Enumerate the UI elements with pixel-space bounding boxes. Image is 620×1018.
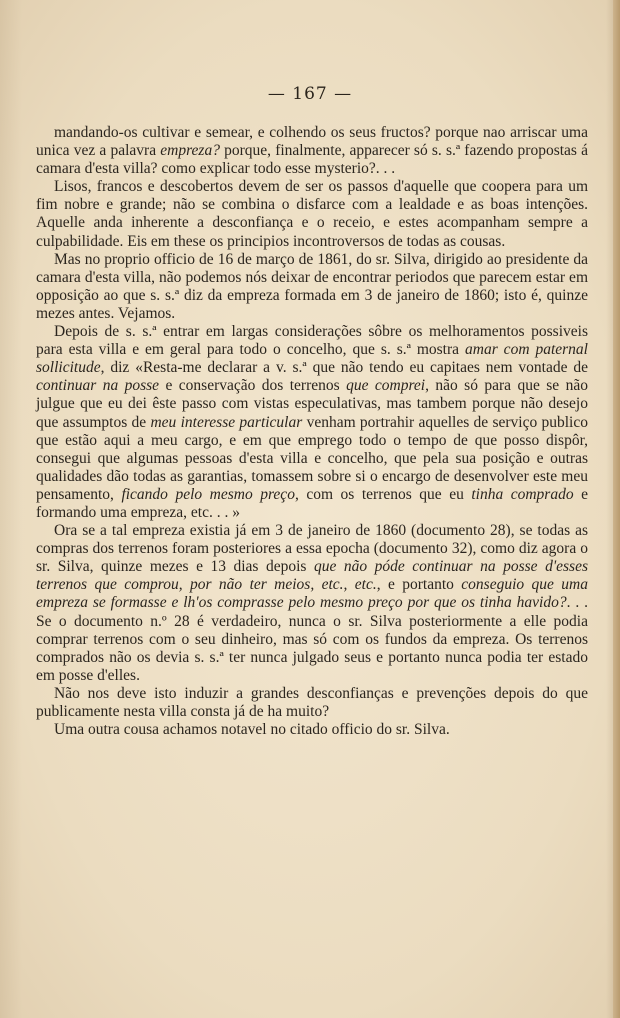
italic-text: empreza? xyxy=(160,142,220,160)
italic-text: amar com paternal sollicitude xyxy=(36,341,588,377)
page-edge xyxy=(613,0,620,1018)
text-run: Lisos, francos e descobertos devem de ser os passos d'aquelle que coopera para um fim nobre e grande; não se combina o disfarce com a lealdade e as boas intenções. Aquelle anda inherente a desconfiança e o receio, e estes acompanham sempre a culpabilidade. Eis em these os principios incontroversos de todas as cousas. xyxy=(36,178,588,250)
italic-text: que não póde continuar na posse d'esses terrenos que comprou, por não ter meios, etc., etc. xyxy=(36,558,589,594)
text-run: e conservação dos terrenos xyxy=(159,377,347,395)
text-run: porque, finalmente, apparecer só s. s.ª fazendo propostas á camara d'esta villa? como explicar todo esse mysterio?. . . xyxy=(36,142,588,178)
text-run: , diz «Resta-me declarar a v. s.ª que não tendo eu capitaes nem vontade de xyxy=(100,359,588,377)
text-run: . . . Se o documento n.º 28 é verdadeiro, nunca o sr. Silva posteriormente a elle podia comprar terrenos com o seu dinheiro, mas só com os fundos da empreza. Os terrenos comprados não os devia s. s.ª ter nunca julgado seus e portanto nunca podia ter estado em posse d'elles. xyxy=(36,594,589,684)
italic-text: conseguio que uma empreza se formasse e lh'os comprasse pelo mesmo preço por que os tinha havido? xyxy=(36,576,588,612)
paragraph xyxy=(36,251,588,323)
paragraph xyxy=(36,178,588,250)
text-run: e formando uma empreza, etc. . . » xyxy=(36,485,588,521)
paragraph xyxy=(36,522,588,685)
paragraph xyxy=(36,685,588,721)
text-run: Depois de s. s.ª entrar em largas considerações sôbre os melhoramentos possiveis para esta villa e em geral para todo o concelho, que s. s.ª mostra xyxy=(36,323,588,359)
text-run: Uma outra cousa achamos notavel no citado officio do sr. Silva. xyxy=(54,721,450,739)
text-run: , e portanto xyxy=(376,576,462,594)
text-run: , com os terrenos que eu xyxy=(294,485,472,503)
text-run: , não só para que se não julgue que eu dei êste passo com vistas especulativas, mas tambem porque não desejo que assumptos de xyxy=(36,377,588,431)
italic-text: tinha comprado xyxy=(471,485,574,503)
text-run: venham portrahir aquelles de serviço publico que estão aqui a meu cargo, e em que emprego todo o tempo de que posso dispôr, consegui que algumas pessoas d'esta villa e concelho, que pela sua posição e outras qualidades dão todas as garantias, tomassem sobre si o encargo de desenvolver este meu pensamento, xyxy=(36,413,588,503)
paragraph xyxy=(36,721,588,739)
paragraph xyxy=(36,323,588,522)
italic-text: que comprei xyxy=(346,377,426,395)
body-text xyxy=(36,124,588,739)
text-run: Mas no proprio officio de 16 de março de 1861, do sr. Silva, dirigido ao presidente da camara d'esta villa, não podemos nós deixar de encontrar periodos que parecem estar em opposição ao que s. s.ª diz da empreza formada em 3 de janeiro de 1860; isto é, quinze mezes antes. Vejamos. xyxy=(36,250,588,322)
text-run: Ora se a tal empreza existia já em 3 de janeiro de 1860 (documento 28), se todas as compras dos terrenos foram posteriores a essa epocha (documento 32), como diz agora o sr. Silva, quinze mezes e 13 dias depois xyxy=(36,522,588,576)
page-number: — 167 — xyxy=(267,84,353,104)
italic-text: ficando pelo mesmo preço xyxy=(121,485,295,503)
italic-text: meu interesse particular xyxy=(150,413,303,431)
text-run: Não nos deve isto induzir a grandes desconfianças e prevenções depois do que publicamente nesta villa consta já de ha muito? xyxy=(36,684,588,720)
text-run: mandando-os cultivar e semear, e colhendo os seus fructos? porque nao arriscar uma unica vez a palavra xyxy=(36,124,588,160)
italic-text: continuar na posse xyxy=(36,377,160,395)
paragraph xyxy=(36,124,588,178)
